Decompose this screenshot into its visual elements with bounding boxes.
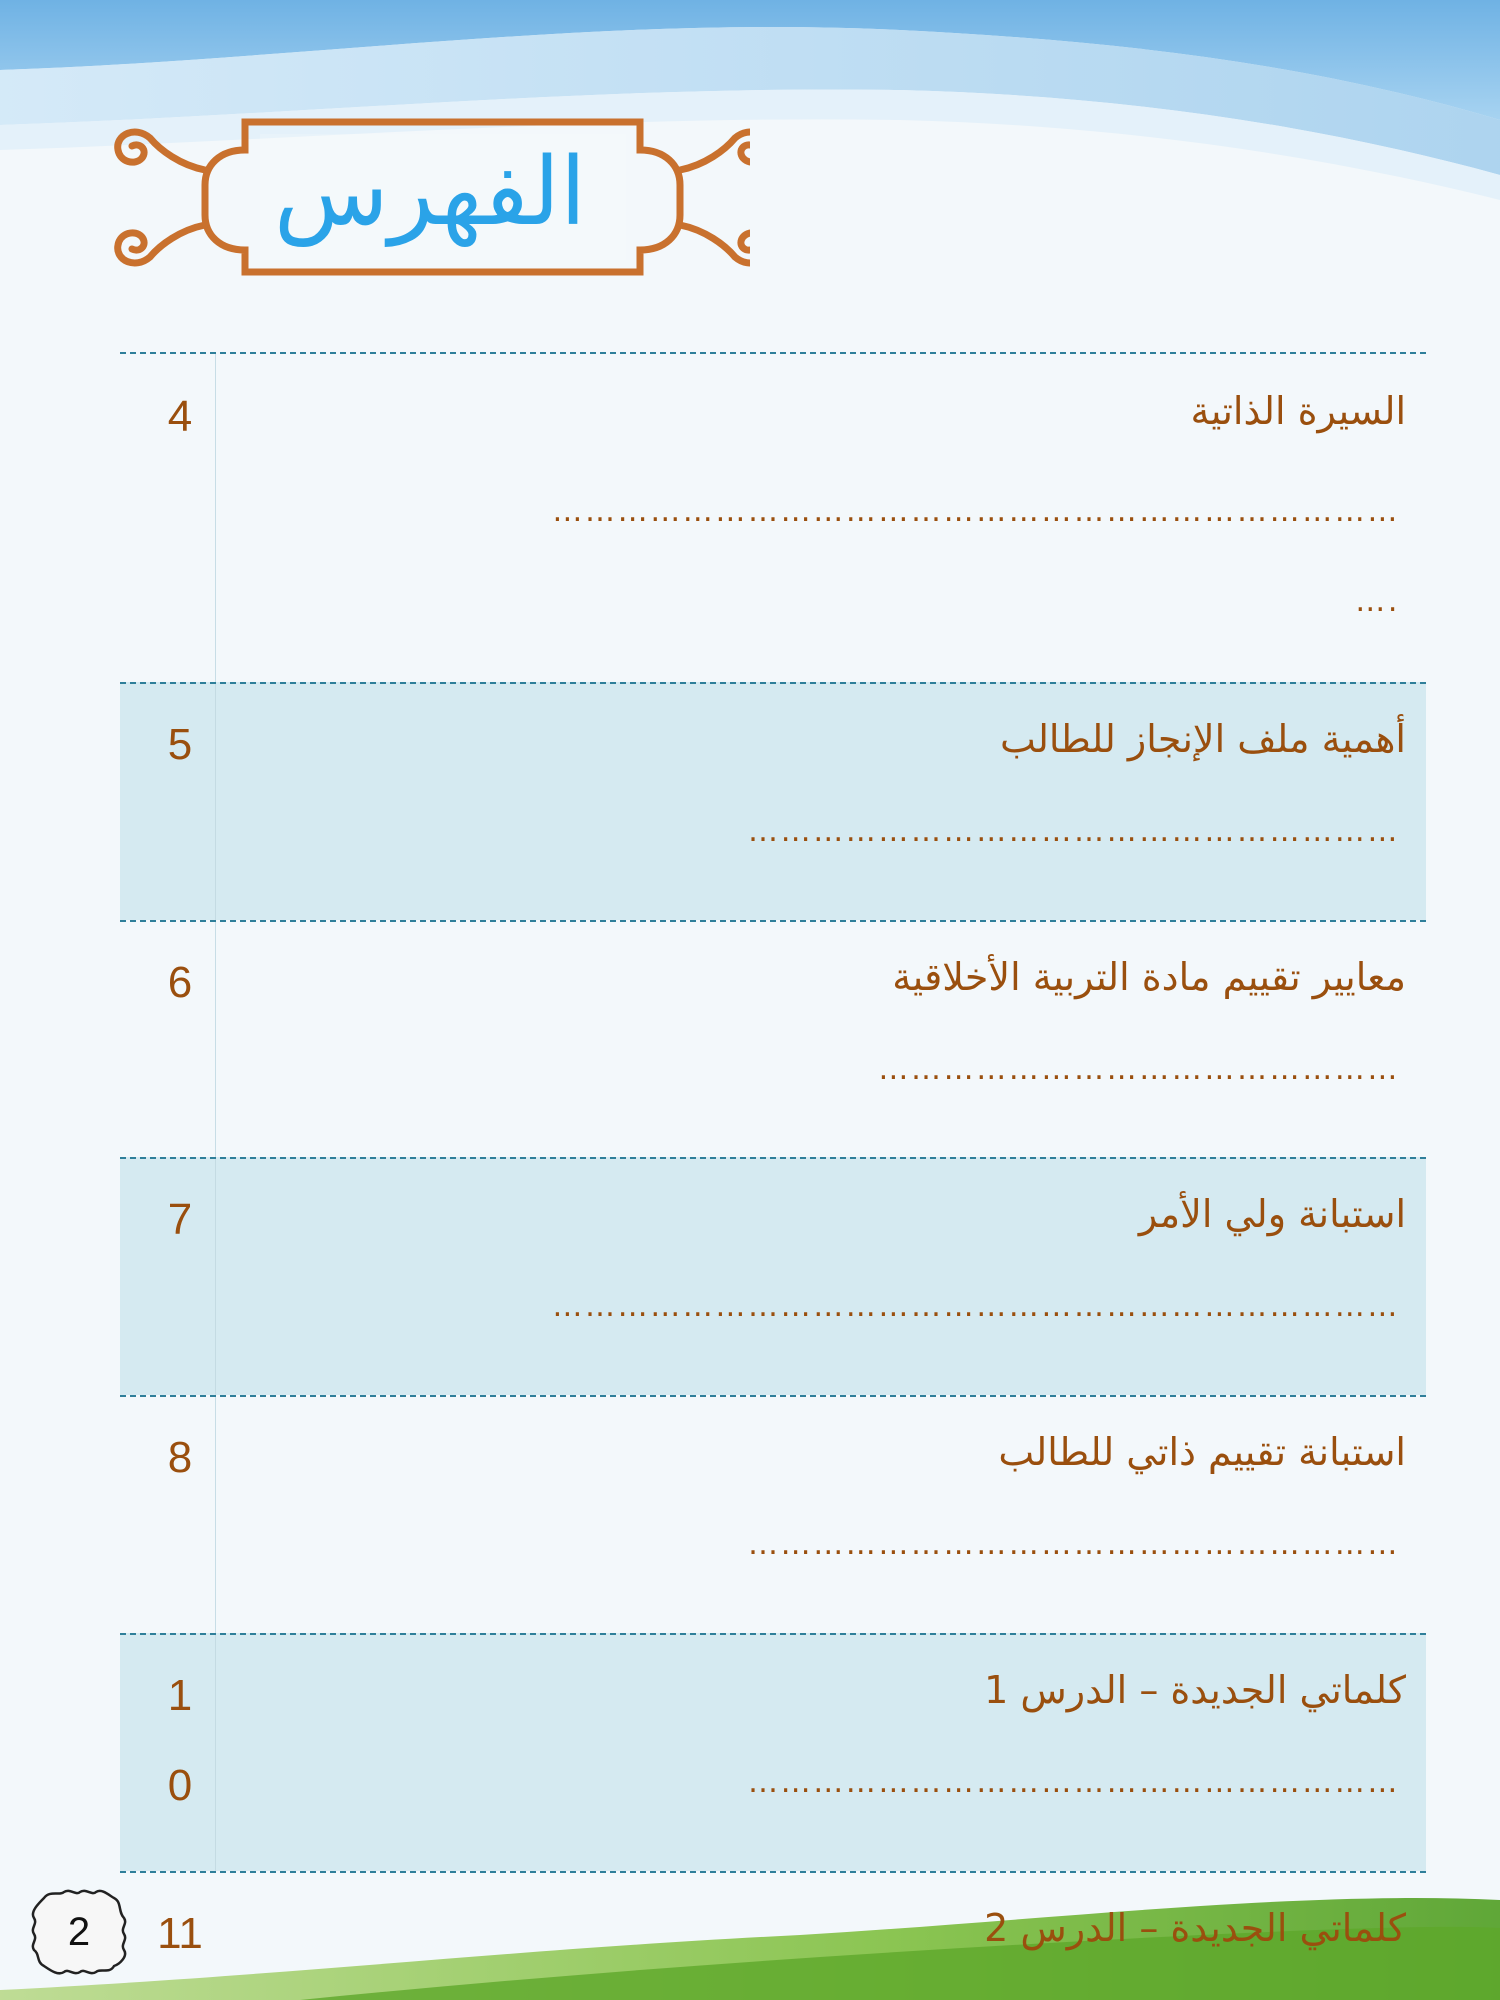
entry-title: أهمية ملف الإنجاز للطالب xyxy=(1000,717,1406,761)
toc-row-portfolio-importance xyxy=(120,682,1426,920)
toc-row-assessment-criteria xyxy=(120,920,1426,1157)
toc-row-new-words-lesson-2 xyxy=(120,1871,1426,1981)
toc-row-new-words-lesson-1 xyxy=(120,1633,1426,1871)
leader-dots: …. xyxy=(1355,584,1400,619)
leader-dots: …………………………………………………… xyxy=(748,1765,1400,1800)
toc-row-parent-survey xyxy=(120,1157,1426,1395)
page-title: الفهرس xyxy=(273,137,587,247)
entry-title: السيرة الذاتية xyxy=(1190,389,1406,433)
toc-row-student-self-assessment xyxy=(120,1395,1426,1633)
leader-dots: …………………………………………………………………… xyxy=(552,1289,1400,1324)
leader-dots: …………………………………………………………………… xyxy=(552,494,1400,529)
page-number: 5 xyxy=(167,720,193,769)
toc-row-cv xyxy=(120,352,1426,682)
entry-title: كلماتي الجديدة – الدرس 1 xyxy=(984,1668,1406,1712)
page-number: 4 xyxy=(167,392,193,441)
page-number-badge xyxy=(30,1888,128,1976)
table-of-contents xyxy=(120,352,1426,1981)
page-number: 6 xyxy=(167,958,193,1007)
page-number: 11 xyxy=(157,1909,203,1958)
leader-dots: ………………………………………… xyxy=(878,1052,1400,1087)
leader-dots: …………………………………………………… xyxy=(748,814,1400,849)
entry-title: كلماتي الجديدة – الدرس 2 xyxy=(984,1906,1406,1950)
entry-title: معايير تقييم مادة التربية الأخلاقية xyxy=(892,955,1406,999)
page-number: 8 xyxy=(167,1433,193,1482)
page-number: 0 xyxy=(167,1761,193,1810)
page-number-text: 2 xyxy=(67,1909,91,1954)
leader-dots: …………………………………………………… xyxy=(748,1527,1400,1562)
page-number: 1 xyxy=(167,1671,193,1720)
entry-title: استبانة تقييم ذاتي للطالب xyxy=(998,1430,1406,1474)
index-title-frame xyxy=(110,110,750,285)
page-number: 7 xyxy=(167,1195,193,1244)
entry-title: استبانة ولي الأمر xyxy=(1138,1192,1406,1236)
